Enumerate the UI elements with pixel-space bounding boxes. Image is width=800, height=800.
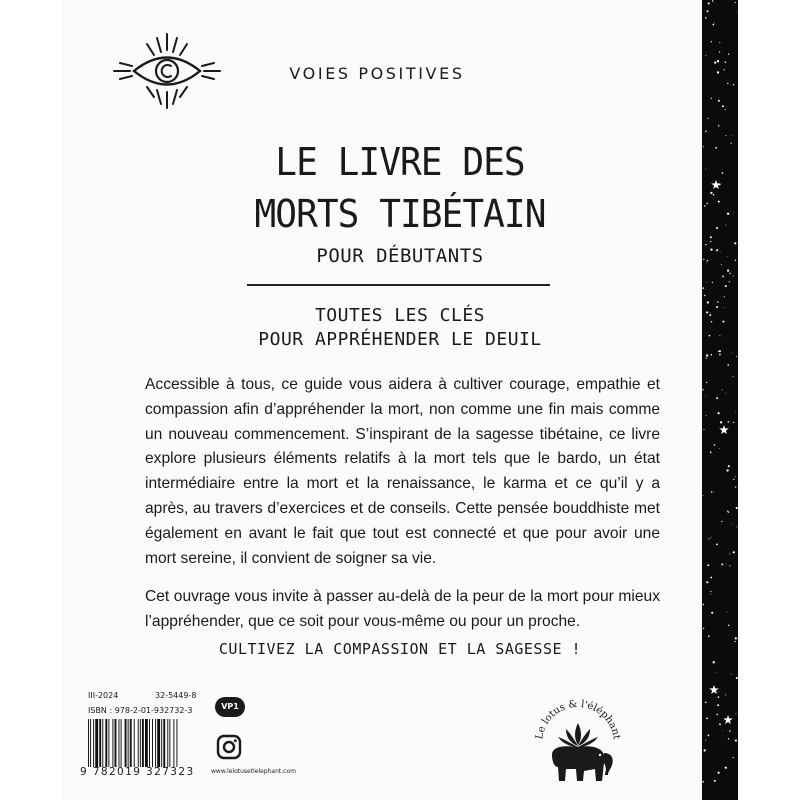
star <box>726 135 727 136</box>
star <box>727 256 728 257</box>
star <box>724 296 725 297</box>
instagram-icon[interactable] <box>216 734 242 760</box>
star <box>705 17 707 19</box>
description-paragraph-1: Accessible à tous, ce guide vous aidera à cultiver courage, empathie et compassion afin d’appréhender la mort, non comme une fin mais comme un nouveau commencement. S’inspirant de la sagesse tibétaine, ce livre explore plusieurs éléments relatifs à la mort tels que le bardo, un état intermédiaire entre la mort et la renaissance, le karma et ce qu’il y a après, au travers d’exercices et de conseils. Cette pensée bouddhiste met également en avant le fait que tout est connecté et que pour avoir une mort sereine, il convient de soigner sa vie. <box>145 376 660 567</box>
star <box>735 637 737 639</box>
star <box>707 260 709 262</box>
subtitle: POUR DÉBUTANTS <box>316 245 484 267</box>
star <box>735 487 736 488</box>
star <box>706 415 707 416</box>
barcode-number: 9 782019 327323 <box>80 766 195 778</box>
star <box>733 275 734 276</box>
star <box>718 201 720 203</box>
star <box>727 364 729 366</box>
star <box>710 451 712 453</box>
star <box>721 521 722 522</box>
star <box>723 307 724 308</box>
star <box>705 130 706 131</box>
starry-spine <box>702 0 738 800</box>
barcode-bar <box>90 719 91 767</box>
star <box>704 205 706 207</box>
star <box>731 673 732 674</box>
star <box>706 395 707 396</box>
star <box>705 55 706 56</box>
star <box>722 389 723 390</box>
star <box>702 287 704 289</box>
barcode-bar <box>169 719 170 767</box>
barcode-bar <box>108 719 109 767</box>
star <box>721 264 722 265</box>
star <box>708 538 709 539</box>
barcode-bar <box>93 719 94 767</box>
barcode-bar <box>145 719 148 767</box>
star <box>705 740 706 741</box>
star <box>707 132 708 133</box>
star <box>703 259 704 260</box>
star <box>703 604 704 605</box>
star <box>715 147 717 149</box>
title-line-2: MORTS TIBÉTAIN <box>254 192 546 236</box>
star <box>733 757 734 758</box>
isbn: ISBN : 978-2-01-932732-3 <box>88 706 193 715</box>
barcode-bar <box>149 719 150 767</box>
star <box>711 321 713 323</box>
star <box>710 248 712 250</box>
star <box>733 551 735 553</box>
star <box>727 83 728 84</box>
star <box>706 203 707 204</box>
star <box>725 61 727 63</box>
star <box>706 718 708 720</box>
star-shape <box>719 425 729 434</box>
star <box>725 767 727 769</box>
barcode-bar <box>119 719 120 767</box>
barcode-bar <box>134 719 135 767</box>
star <box>731 135 732 136</box>
star <box>733 212 734 213</box>
star <box>722 276 724 278</box>
star <box>712 24 714 26</box>
website-link[interactable]: www.lelotusetlelephant.com <box>211 768 296 775</box>
star <box>722 105 724 107</box>
star <box>703 495 704 496</box>
star <box>705 169 706 170</box>
divider <box>247 284 550 286</box>
star <box>718 696 720 698</box>
star <box>726 565 727 566</box>
barcode-bar <box>155 719 156 767</box>
star <box>716 249 718 251</box>
barcode-bar <box>99 719 101 767</box>
barcode <box>88 719 206 767</box>
barcode-bar <box>128 719 129 767</box>
description-paragraph-2: Cet ouvrage vous invite à passer au-delà de la peur de la mort pour mieux l’appréhender, que ce soit pour vous-même ou pour un proche. <box>145 588 660 630</box>
star <box>702 389 703 390</box>
star <box>727 213 729 215</box>
star <box>706 354 708 356</box>
star <box>711 612 713 614</box>
star <box>717 60 719 62</box>
star <box>716 397 718 399</box>
barcode-bar <box>130 719 132 767</box>
star <box>708 635 710 637</box>
star <box>728 54 729 55</box>
star <box>716 714 718 716</box>
star <box>716 544 718 546</box>
star <box>719 335 720 336</box>
star <box>717 704 719 706</box>
star <box>725 393 726 394</box>
star <box>706 262 707 263</box>
barcode-bar <box>173 719 174 767</box>
star <box>706 382 707 383</box>
edition-code: III-2024 <box>88 691 119 700</box>
star-shape <box>711 180 721 189</box>
star <box>722 730 723 731</box>
star <box>719 354 721 356</box>
star <box>728 738 729 739</box>
barcode-bar <box>161 719 162 767</box>
star <box>724 69 725 70</box>
star <box>710 312 711 313</box>
star <box>716 672 717 673</box>
star <box>736 356 737 357</box>
star <box>722 172 724 174</box>
star <box>718 772 720 774</box>
star <box>705 357 706 358</box>
star <box>708 2 710 4</box>
star <box>736 507 738 509</box>
title-line-1: LE LIVRE DES <box>275 140 525 184</box>
star <box>728 511 730 513</box>
barcode-bar <box>138 719 139 767</box>
barcode-bar <box>140 719 141 767</box>
star <box>734 242 736 244</box>
star <box>707 301 709 303</box>
star <box>703 146 704 147</box>
star <box>729 554 730 555</box>
star <box>711 491 712 492</box>
elephant-lotus-logo <box>528 685 628 793</box>
star <box>733 479 734 480</box>
star <box>720 421 722 423</box>
star <box>707 564 709 566</box>
star <box>729 730 731 732</box>
star <box>735 2 736 3</box>
call-to-action: CULTIVEZ LA COMPASSION ET LA SAGESSE ! <box>218 640 582 658</box>
barcode-bar <box>95 719 98 767</box>
star <box>719 51 720 52</box>
star <box>731 143 732 144</box>
star <box>727 511 728 512</box>
star <box>736 677 738 679</box>
star <box>712 282 713 283</box>
star <box>714 23 715 24</box>
star <box>714 62 716 64</box>
star <box>719 42 720 43</box>
star <box>703 628 704 629</box>
star <box>728 465 730 467</box>
star <box>737 12 738 13</box>
star <box>735 740 737 742</box>
star <box>710 577 712 579</box>
star <box>718 351 719 352</box>
barcode-bar <box>105 719 107 767</box>
star <box>710 192 712 194</box>
star <box>702 781 704 783</box>
product-code: 32-5449-8 <box>155 691 197 700</box>
star <box>721 252 722 253</box>
star <box>705 244 706 245</box>
star <box>713 661 715 663</box>
star <box>735 260 736 261</box>
star <box>716 227 718 229</box>
star <box>710 591 711 592</box>
star <box>718 412 720 414</box>
star <box>710 241 711 242</box>
star <box>708 735 710 737</box>
barcode-bar <box>125 719 127 767</box>
star <box>725 225 726 226</box>
barcode-bar <box>152 719 153 767</box>
star <box>709 314 711 316</box>
star <box>723 321 725 323</box>
star <box>718 100 720 102</box>
star <box>716 306 718 308</box>
star <box>733 84 734 85</box>
star <box>711 98 712 99</box>
star <box>707 118 708 119</box>
star <box>725 563 726 564</box>
star <box>713 492 714 493</box>
star <box>711 41 712 42</box>
barcode-bar <box>115 719 117 767</box>
star <box>714 780 716 782</box>
star <box>725 694 726 695</box>
star <box>719 723 721 725</box>
star <box>707 10 709 12</box>
barcode-bar <box>163 719 165 767</box>
star <box>735 411 736 412</box>
barcode-bar <box>112 719 113 767</box>
svg-text:Le lotus & l'éléphant: Le lotus & l'éléphant <box>534 698 622 741</box>
barcode-bar <box>176 719 177 767</box>
star <box>729 565 730 566</box>
star <box>711 593 712 594</box>
star <box>711 354 713 356</box>
star <box>717 301 719 303</box>
star <box>728 625 730 627</box>
star <box>719 448 720 449</box>
star <box>729 281 730 282</box>
star-shape <box>709 685 719 694</box>
barcode-bar <box>167 719 168 767</box>
star <box>718 691 719 692</box>
collection-name: VOIES POSITIVES <box>289 64 465 83</box>
barcode-bar <box>142 719 144 767</box>
star <box>725 285 727 287</box>
star <box>706 581 708 583</box>
star <box>729 273 730 274</box>
barcode-bar <box>102 719 103 767</box>
star <box>706 311 708 313</box>
star <box>718 125 719 126</box>
star <box>706 282 707 283</box>
star <box>726 612 727 613</box>
star-shape <box>723 715 733 724</box>
star <box>735 476 736 477</box>
star <box>725 109 726 110</box>
star <box>727 269 729 271</box>
star <box>732 523 733 524</box>
star <box>709 335 711 337</box>
star <box>733 422 734 423</box>
star <box>733 376 734 377</box>
star <box>717 71 719 73</box>
star <box>721 563 723 565</box>
tagline-line-2: POUR APPRÉHENDER LE DEUIL <box>258 329 542 350</box>
star <box>704 295 705 296</box>
star <box>703 429 704 430</box>
star <box>712 0 713 1</box>
star <box>719 350 721 352</box>
star <box>735 641 736 642</box>
star <box>726 469 728 471</box>
star <box>710 236 712 238</box>
barcode-bar <box>88 719 89 767</box>
star <box>732 353 733 354</box>
star <box>735 713 736 714</box>
star <box>736 526 737 527</box>
star <box>714 444 716 446</box>
barcode-bar <box>121 719 122 767</box>
eye-icon <box>112 30 222 112</box>
star <box>713 194 715 196</box>
tagline-line-1: TOUTES LES CLÉS <box>314 305 486 326</box>
star <box>705 701 707 703</box>
star <box>704 749 706 751</box>
star <box>728 421 730 423</box>
barcode-bar <box>157 719 160 767</box>
star <box>711 537 712 538</box>
vp-badge: VP1 <box>215 697 245 717</box>
